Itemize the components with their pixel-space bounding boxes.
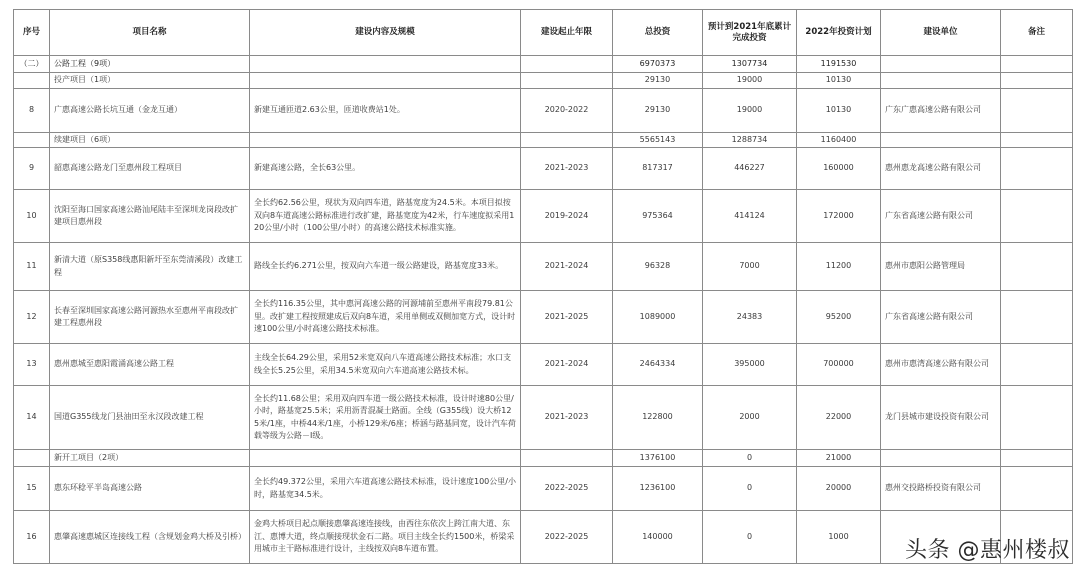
row-total: 975364: [613, 190, 703, 243]
row-remark: [1001, 243, 1073, 291]
table-row: [14, 467, 1073, 511]
row-remark: [1001, 386, 1073, 450]
row-total: 96328: [613, 243, 703, 291]
row-cumulative: 0: [703, 467, 797, 511]
header-unit: 建设单位: [881, 10, 1001, 56]
row-unit: 龙门县城市建设投资有限公司: [881, 386, 1001, 450]
row-cumulative: 24383: [703, 291, 797, 344]
row-period: 2020-2022: [521, 88, 613, 132]
row-cumulative: 2000: [703, 386, 797, 450]
row-seq: 14: [14, 386, 50, 450]
group-plan2022: 10130: [797, 73, 881, 89]
investment-table: [13, 9, 1073, 564]
row-cumulative: 395000: [703, 344, 797, 386]
table-row: [14, 243, 1073, 291]
header-period: 建设起止年限: [521, 10, 613, 56]
group-name: 续建项目（6项）: [50, 132, 250, 148]
row-period: 2021-2025: [521, 291, 613, 344]
row-total: 2464334: [613, 344, 703, 386]
row-plan2022: 11200: [797, 243, 881, 291]
row-total: 817317: [613, 148, 703, 190]
row-seq: 8: [14, 88, 50, 132]
group-name: 新开工项目（2项）: [50, 450, 250, 467]
row-remark: [1001, 344, 1073, 386]
row-period: 2021-2024: [521, 243, 613, 291]
row-total: 1236100: [613, 467, 703, 511]
row-content: 新建高速公路，全长63公里。: [250, 148, 521, 190]
row-plan2022: 160000: [797, 148, 881, 190]
row-period: 2021-2024: [521, 344, 613, 386]
row-unit: 惠州市惠阳公路管理局: [881, 243, 1001, 291]
row-cumulative: 19000: [703, 88, 797, 132]
row-seq: 13: [14, 344, 50, 386]
row-remark: [1001, 291, 1073, 344]
row-cumulative: 7000: [703, 243, 797, 291]
row-remark: [1001, 190, 1073, 243]
row-cumulative: 414124: [703, 190, 797, 243]
row-remark: [1001, 88, 1073, 132]
section-cumulative: 1307734: [703, 56, 797, 73]
row-content: 新建互通匝道2.63公里，匝道收费站1处。: [250, 88, 521, 132]
group-cumulative: 0: [703, 450, 797, 467]
row-seq: 16: [14, 511, 50, 564]
header-name: 项目名称: [50, 10, 250, 56]
header-cumulative: 预计到2021年底累计完成投资: [703, 10, 797, 56]
row-name: 惠州惠城至惠阳霞涌高速公路工程: [50, 344, 250, 386]
section-seq: （二）: [14, 56, 50, 73]
row-name: 沈阳至海口国家高速公路汕尾陆丰至深圳龙岗段改扩建项目惠州段: [50, 190, 250, 243]
header-row: [14, 10, 1073, 56]
section-row: [14, 56, 1073, 73]
row-seq: 12: [14, 291, 50, 344]
header-plan2022: 2022年投资计划: [797, 10, 881, 56]
row-content: 金鸡大桥项目起点顺接惠肇高速连接线，由西往东依次上跨江南大道、东江、惠博大道，终点顺接现状金石二路。项目主线全长约1500米，桥梁采用城市主干路标准进行设计，主线按双向8车道布置。: [250, 511, 521, 564]
row-unit: 广东广惠高速公路有限公司: [881, 88, 1001, 132]
row-total: 122800: [613, 386, 703, 450]
row-cumulative: 0: [703, 511, 797, 564]
row-seq: 15: [14, 467, 50, 511]
row-plan2022: 700000: [797, 344, 881, 386]
row-remark: [1001, 467, 1073, 511]
row-unit: 惠州交投路桥投资有限公司: [881, 467, 1001, 511]
group-cumulative: 19000: [703, 73, 797, 89]
row-plan2022: 172000: [797, 190, 881, 243]
group-cumulative: 1288734: [703, 132, 797, 148]
row-period: 2022-2025: [521, 467, 613, 511]
header-remark: 备注: [1001, 10, 1073, 56]
group-total: 29130: [613, 73, 703, 89]
row-content: 全长约62.56公里，现状为双向四车道，路基宽度为24.5米。本项目拟按双向8车道高速公路标准进行改扩建，路基宽度为42米，行车速度拟采用120公里/小时（100公里/小时）的高速公路技术标准实施。: [250, 190, 521, 243]
row-content: 全长约116.35公里，其中惠河高速公路的河源埔前至惠州平南段79.81公里。改扩建工程按照建成后双向8车道，采用单侧或双侧加宽方式，设计时速100公里/小时高速公路技术标准。: [250, 291, 521, 344]
watermark: 头条 @惠州楼叔: [905, 538, 1070, 563]
group-plan2022: 1160400: [797, 132, 881, 148]
table-row: [14, 88, 1073, 132]
row-plan2022: 10130: [797, 88, 881, 132]
row-period: 2021-2023: [521, 386, 613, 450]
row-unit: 惠州惠龙高速公路有限公司: [881, 148, 1001, 190]
header-total: 总投资: [613, 10, 703, 56]
row-name: 惠东环稔平半岛高速公路: [50, 467, 250, 511]
row-seq: 9: [14, 148, 50, 190]
group-total: 5565143: [613, 132, 703, 148]
table-row: [14, 190, 1073, 243]
row-seq: 10: [14, 190, 50, 243]
row-plan2022: 22000: [797, 386, 881, 450]
row-unit: 惠州市惠湾高速公路有限公司: [881, 344, 1001, 386]
group-name: 投产项目（1项）: [50, 73, 250, 89]
row-unit: 广东省高速公路有限公司: [881, 190, 1001, 243]
row-name: 国道G355线龙门县油田至永汉段改建工程: [50, 386, 250, 450]
row-period: 2022-2025: [521, 511, 613, 564]
row-name: 广惠高速公路长坑互通（金龙互通）: [50, 88, 250, 132]
row-total: 1089000: [613, 291, 703, 344]
header-seq: 序号: [14, 10, 50, 56]
section-total: 6970373: [613, 56, 703, 73]
table-row: [14, 291, 1073, 344]
row-content: 全长约11.68公里；采用双向四车道一级公路技术标准，设计时速80公里/小时，路基宽25.5米；采用沥青混凝土路面。全线（G355线）设大桥125米/1座，中桥44米/1座，小桥129米/6座；桥涵与路基同宽，设计汽车荷载等级为公路－Ⅰ级。: [250, 386, 521, 450]
group-row: [14, 132, 1073, 148]
row-content: 全长约49.372公里，采用六车道高速公路技术标准，设计速度100公里/小时，路基宽34.5米。: [250, 467, 521, 511]
row-total: 140000: [613, 511, 703, 564]
row-plan2022: 1000: [797, 511, 881, 564]
table-row: [14, 386, 1073, 450]
row-name: 韶惠高速公路龙门至惠州段工程项目: [50, 148, 250, 190]
row-period: 2019-2024: [521, 190, 613, 243]
row-plan2022: 95200: [797, 291, 881, 344]
row-total: 29130: [613, 88, 703, 132]
row-name: 新清大道（原S358线惠阳新圩至东莞清溪段）改建工程: [50, 243, 250, 291]
row-content: 路线全长约6.271公里，按双向六车道一级公路建设，路基宽度33米。: [250, 243, 521, 291]
group-row: [14, 73, 1073, 89]
row-remark: [1001, 148, 1073, 190]
section-plan2022: 1191530: [797, 56, 881, 73]
group-total: 1376100: [613, 450, 703, 467]
row-name: 惠肇高速惠城区连接线工程（含规划金鸡大桥及引桥）: [50, 511, 250, 564]
header-content: 建设内容及规模: [250, 10, 521, 56]
row-plan2022: 20000: [797, 467, 881, 511]
row-name: 长春至深圳国家高速公路河源热水至惠州平南段改扩建工程惠州段: [50, 291, 250, 344]
group-plan2022: 21000: [797, 450, 881, 467]
section-name: 公路工程（9项）: [50, 56, 250, 73]
table-row: [14, 344, 1073, 386]
group-row: [14, 450, 1073, 467]
row-unit: 广东省高速公路有限公司: [881, 291, 1001, 344]
row-cumulative: 446227: [703, 148, 797, 190]
table-row: [14, 148, 1073, 190]
row-content: 主线全长64.29公里，采用52米宽双向八车道高速公路技术标准；水口支线全长5.25公里，采用34.5米宽双向六车道高速公路技术标。: [250, 344, 521, 386]
row-seq: 11: [14, 243, 50, 291]
row-period: 2021-2023: [521, 148, 613, 190]
